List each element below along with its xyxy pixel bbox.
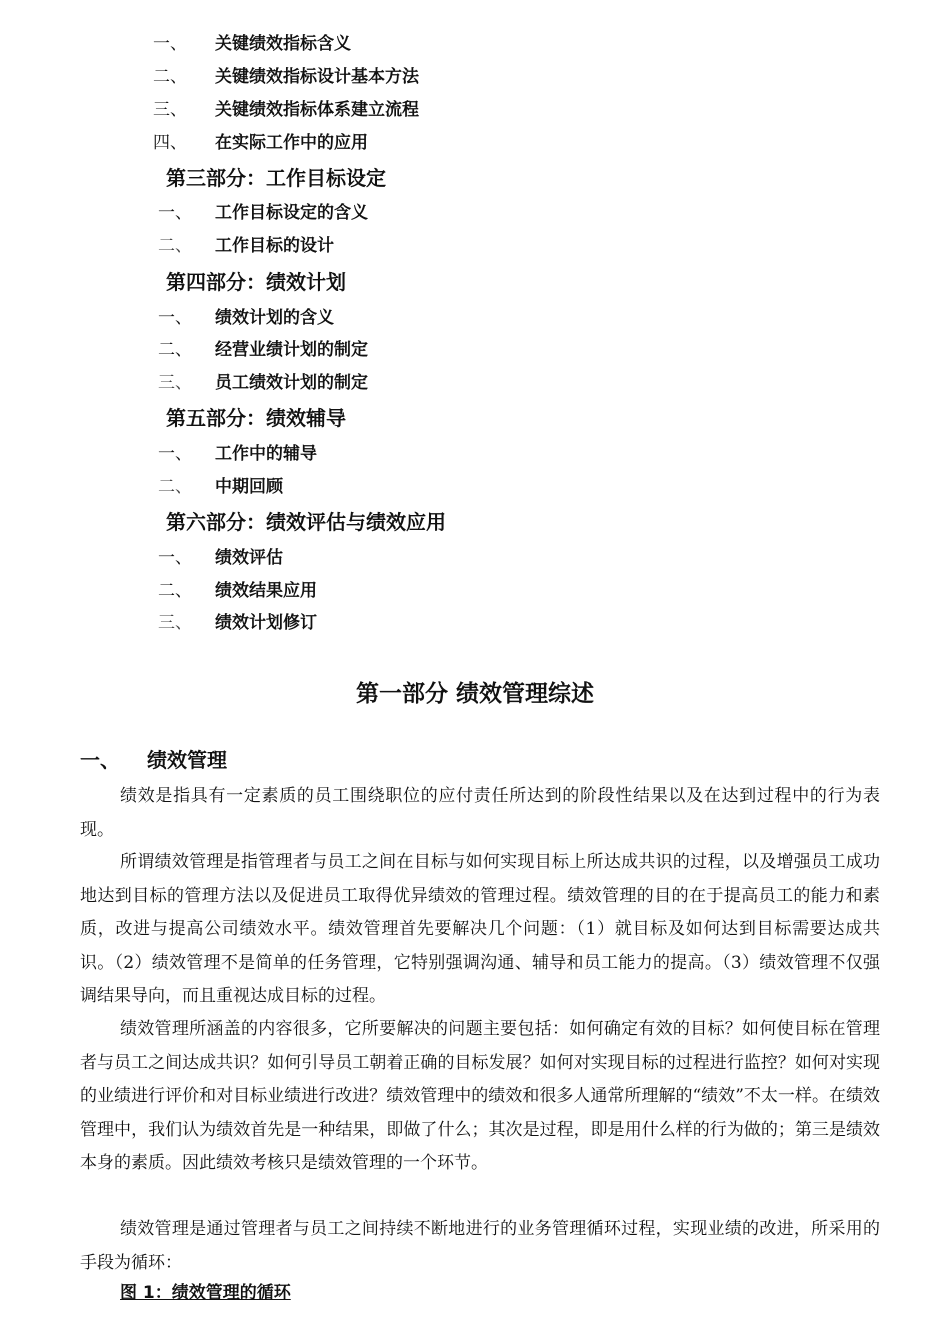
section-title: 绩效管理 xyxy=(147,748,227,772)
section-heading xyxy=(80,746,227,774)
toc-item xyxy=(158,371,368,395)
toc-item xyxy=(153,32,351,56)
toc-item-number: 二、 xyxy=(158,581,192,601)
toc-item-number: 三、 xyxy=(158,613,192,633)
toc-item-number: 一、 xyxy=(158,444,192,464)
toc-item-label: 工作目标的设计 xyxy=(215,236,334,256)
section-number: 一、 xyxy=(80,748,120,772)
toc-item-label: 绩效计划的含义 xyxy=(215,308,334,328)
toc-item-label: 工作中的辅导 xyxy=(215,444,317,464)
toc-item-label: 关键绩效指标含义 xyxy=(215,34,351,54)
toc-part-heading: 第六部分：绩效评估与绩效应用 xyxy=(166,510,446,534)
toc-item xyxy=(158,475,283,499)
toc-item xyxy=(153,65,419,89)
toc-item xyxy=(158,338,368,362)
body-paragraph: 绩效是指具有一定素质的员工围绕职位的应付责任所达到的阶段性结果以及在达到过程中的行为表现。 xyxy=(80,786,880,840)
toc-item-number: 一、 xyxy=(153,34,187,54)
toc-item-number: 二、 xyxy=(158,236,192,256)
toc-part-heading: 第四部分：绩效计划 xyxy=(166,270,346,294)
toc-item xyxy=(158,611,317,635)
toc-item xyxy=(158,546,283,570)
toc-item-label: 关键绩效指标设计基本方法 xyxy=(215,67,419,87)
toc-item-number: 二、 xyxy=(158,340,192,360)
toc-item-label: 工作目标设定的含义 xyxy=(215,203,368,223)
toc-item-label: 中期回顾 xyxy=(215,477,283,497)
toc-item-number: 三、 xyxy=(153,100,187,120)
toc-item-number: 一、 xyxy=(158,203,192,223)
toc-item xyxy=(153,131,368,155)
toc-item xyxy=(158,579,317,603)
toc-item-number: 一、 xyxy=(158,308,192,328)
toc-item-label: 绩效结果应用 xyxy=(215,581,317,601)
toc-item xyxy=(153,98,419,122)
toc-item xyxy=(158,234,334,258)
toc-item-label: 员工绩效计划的制定 xyxy=(215,373,368,393)
body-paragraph: 绩效管理是通过管理者与员工之间持续不断地进行的业务管理循环过程，实现业绩的改进，所采用的手段为循环： xyxy=(80,1219,880,1273)
part-title: 第一部分 绩效管理综述 xyxy=(355,681,594,707)
toc-item-label: 绩效评估 xyxy=(215,548,283,568)
toc-item-label: 在实际工作中的应用 xyxy=(215,133,368,153)
toc-part-heading: 第三部分：工作目标设定 xyxy=(166,166,386,190)
toc-item-label: 绩效计划修订 xyxy=(215,613,317,633)
body-paragraph: 绩效管理所涵盖的内容很多，它所要解决的问题主要包括：如何确定有效的目标？如何使目标在管理者与员工之间达成共识？如何引导员工朝着正确的目标发展？如何对实现目标的过程进行监控？如何对实现的业绩进行评价和对目标业绩进行改进？绩效管理中的绩效和很多人通常所理解的“绩效”不太一样。在绩效管理中，我们认为绩效首先是一种结果，即做了什么；其次是过程，即是用什么样的行为做的；第三是绩效本身的素质。因此绩效考核只是绩效管理的一个环节。 xyxy=(80,1019,880,1173)
toc-part-heading: 第五部分：绩效辅导 xyxy=(166,406,346,430)
toc-item-number: 二、 xyxy=(158,477,192,497)
toc-item xyxy=(158,306,334,330)
toc-item-number: 三、 xyxy=(158,373,192,393)
toc-item xyxy=(158,201,368,225)
toc-item-number: 一、 xyxy=(158,548,192,568)
toc-item xyxy=(158,442,317,466)
toc-item-label: 经营业绩计划的制定 xyxy=(215,340,368,360)
toc-item-number: 二、 xyxy=(153,67,187,87)
body-paragraph: 所谓绩效管理是指管理者与员工之间在目标与如何实现目标上所达成共识的过程，以及增强员工成功地达到目标的管理方法以及促进员工取得优异绩效的管理过程。绩效管理的目的在于提高员工的能力和素质，改进与提高公司绩效水平。绩效管理首先要解决几个问题：（1）就目标及如何达到目标需要达成共识。（2）绩效管理不是简单的任务管理，它特别强调沟通、辅导和员工能力的提高。（3）绩效管理不仅强调结果导向，而且重视达成目标的过程。 xyxy=(80,852,880,1006)
toc-item-label: 关键绩效指标体系建立流程 xyxy=(215,100,419,120)
toc-item-number: 四、 xyxy=(153,133,187,153)
figure-caption: 图 1：绩效管理的循环 xyxy=(120,1283,291,1303)
